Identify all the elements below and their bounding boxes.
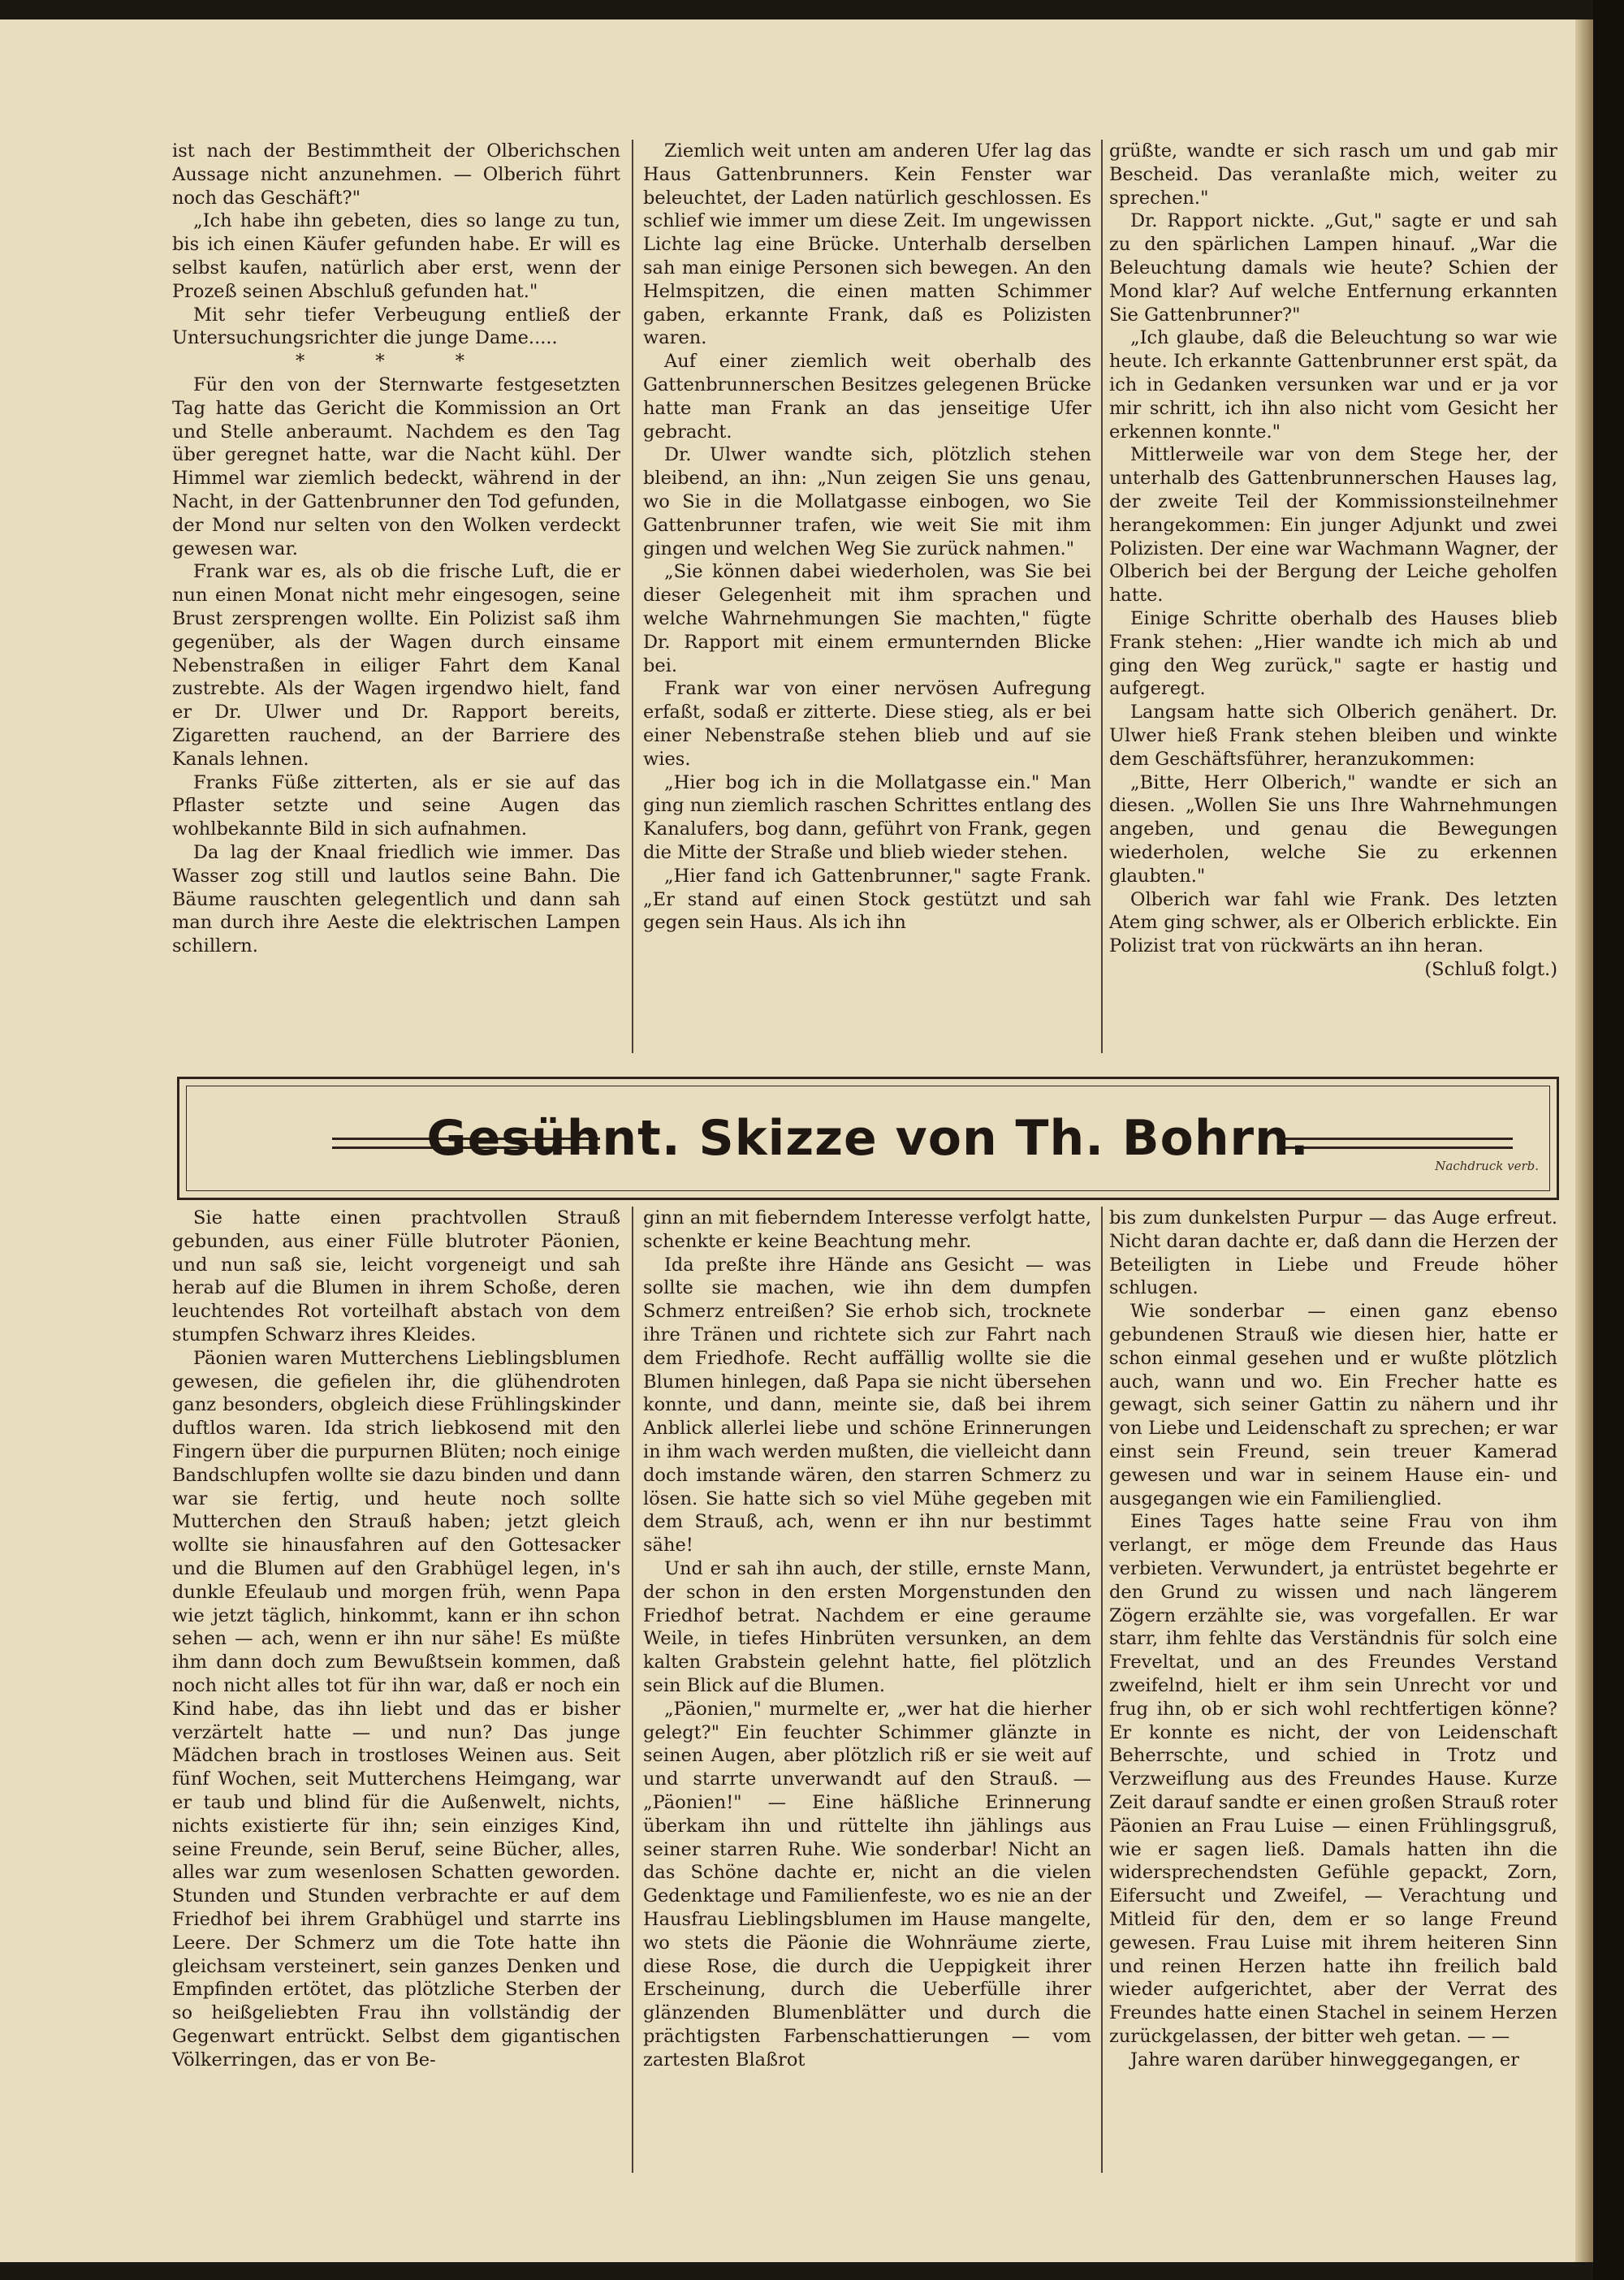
- section-separator: * * *: [295, 351, 498, 373]
- top-column-3: [1109, 140, 1557, 982]
- to-be-continued: (Schluß folgt.): [1424, 958, 1557, 980]
- paragraph: Und er sah ihn auch, der stille, ernste Mann, der schon in den ersten Morgenstunden den Friedhof betrat. Nachdem er eine geraume Weile, in tiefes Hinbrüten versunken, an dem kalten Grabstein gelehnt hatte, fiel plötzlich sein Blick auf die Blumen.: [643, 1557, 1091, 1696]
- paragraph: Olberich war fahl wie Frank. Des letzten Atem ging schwer, als er Olberich erblickte. Ein Polizist trat von rückwärts an ihn heran.: [1109, 888, 1557, 957]
- paragraph: Franks Füße zitterten, als er sie auf das Pflaster setzte und seine Augen das wohlbekannte Bild in sich aufnahmen.: [172, 771, 620, 840]
- paragraph: Ziemlich weit unten am anderen Ufer lag das Haus Gattenbrunners. Kein Fenster war beleuchtet, der Laden natürlich geschlossen. Es schlief wie immer um diese Zeit. Im ungewissen Lichte lag eine Brücke. Unterhalb derselben sah man einige Personen sich bewegen. An den Helmspitzen, die einen matten Schimmer gaben, erkannte Frank, daß es Polizisten waren.: [643, 140, 1091, 349]
- paragraph: Dr. Ulwer wandte sich, plötzlich stehen bleibend, an ihn: „Nun zeigen Sie uns genau, wo Sie in die Mollatgasse einbogen, wo Sie Gattenbrunner trafen, wie weit Sie mit ihm gingen und welchen Weg Sie zurück nahmen.": [643, 444, 1091, 559]
- column-rule: [1101, 1207, 1103, 2173]
- story-title: Gesühnt. Skizze von Th. Bohrn.: [426, 1110, 1310, 1167]
- paragraph: Da lag der Knaal friedlich wie immer. Das Wasser zog still und lautlos seine Bahn. Die Bäume rauschten gelegentlich und dann sah man durch ihre Aeste die elektrischen Lampen schillern.: [172, 841, 620, 957]
- column-rule: [632, 140, 633, 1053]
- paragraph: Päonien waren Mutterchens Lieblingsblumen gewesen, die gefielen ihr, die glühendroten ganz besonders, obgleich diese Frühlingskinder duftlos waren. Ida strich liebkosend mit den Fingern über die purpurnen Blüten; noch einige Bandschlupfen wollte sie dazu binden und dann war sie fertig, und heute noch sollte Mutterchen den Strauß haben; jetzt gleich wollte sie hinausfahren auf den Gottesacker und die Blumen auf den Grabhügel legen, in's dunkle Efeulaub und morgen früh, wenn Papa wie jetzt täglich, hinkommt, kann er ihn schon sehen — ach, wenn er ihn nur sähe! Es müßte ihm dann doch zum Bewußtsein kommen, daß noch nicht alles tot für ihn war, daß er noch ein Kind habe, das ihn liebt und das er bisher verzärtelt hatte — und nun? Das junge Mädchen brach in trostloses Weinen aus. Seit fünf Wochen, seit Mutterchens Heimgang, war er taub und blind für die Außenwelt, nichts, nichts existierte für ihn; sein einziges Kind, seine Freunde, sein Beruf, seine Bücher, alles, alles war zum wesenlosen Schatten geworden. Stunden und Stunden verbrachte er auf dem Friedhof bei ihrem Grabhügel und starrte ins Leere. Der Schmerz um die Tote hatte ihn gleichsam versteinert, sein ganzes Denken und Empfinden ertötet, das plötzliche Sterben der so heißgeliebten Frau ihn vollständig der Gegenwart entrückt. Selbst dem gigantischen Völkerringen, das er von Be-: [172, 1347, 620, 2071]
- bottom-column-1: [172, 1207, 620, 2071]
- paragraph: Auf einer ziemlich weit oberhalb des Gattenbrunnerschen Besitzes gelegenen Brücke hatte man Frank an das jenseitige Ufer gebracht.: [643, 351, 1091, 443]
- paragraph: „Ich glaube, daß die Beleuchtung so war wie heute. Ich erkannte Gattenbrunner erst spät, da ich in Gedanken versunken war und er ja vor mir schritt, ich ihn also nicht vom Gesicht her erkennen konnte.": [1109, 327, 1557, 443]
- column-rule: [632, 1207, 633, 2173]
- paragraph: Jahre waren darüber hinweggegangen, er: [1130, 2049, 1519, 2071]
- paragraph: Frank war von einer nervösen Aufregung erfaßt, sodaß er zitterte. Diese stieg, als er bei einer Nebenstraße stehen blieb und auf sie wies.: [643, 678, 1091, 770]
- paragraph: Frank war es, als ob die frische Luft, die er nun einen Monat nicht mehr eingesogen, seine Brust zersprengen wollte. Ein Polizist saß ihm gegenüber, als der Wagen durch einsame Nebenstraßen in eiliger Fahrt dem Kanal zustrebte. Als der Wagen irgendwo hielt, fand er Dr. Ulwer und Dr. Rapport bereits, Zigaretten rauchend, an der Barriere des Kanals lehnen.: [172, 561, 620, 770]
- top-column-1: [172, 140, 620, 958]
- paragraph: Für den von der Sternwarte festgesetzten Tag hatte das Gericht die Kommission an Ort und Stelle anberaumt. Nachdem es den Tag über geregnet hatte, war die Nacht kühl. Der Himmel war ziemlich bedeckt, während in der Nacht, in der Gattenbrunner den Tod gefunden, der Mond nur selten von den Wolken verdeckt gewesen war.: [172, 374, 620, 559]
- paragraph: Langsam hatte sich Olberich genähert. Dr. Ulwer hieß Frank stehen bleiben und winkte dem Geschäftsführer, heranzukommen:: [1109, 702, 1557, 770]
- paragraph: „Hier bog ich in die Mollatgasse ein." Man ging nun ziemlich raschen Schrittes entlang des Kanalufers, bog dann, geführt von Frank, gegen die Mitte der Straße und blieb wieder stehen.: [643, 771, 1091, 863]
- top-column-2: [643, 140, 1091, 935]
- paragraph: Mit sehr tiefer Verbeugung entließ der Untersuchungsrichter die junge Dame.....: [172, 304, 620, 349]
- paragraph: bis zum dunkelsten Purpur — das Auge erfreut. Nicht daran dachte er, daß dann die Herzen der Beteiligten in Liebe und Freude höher schlugen.: [1109, 1207, 1557, 1299]
- paragraph: „Hier fand ich Gattenbrunner," sagte Frank. „Er stand auf einen Stock gestützt und sah gegen sein Haus. Als ich ihn: [643, 865, 1091, 934]
- paragraph: Sie hatte einen prachtvollen Strauß gebunden, aus einer Fülle blutroter Päonien, und nun saß sie, leicht vorgeneigt und sah herab auf die Blumen in ihrem Schoße, deren leuchtendes Rot vorteilhaft abstach von dem stumpfen Schwarz ihres Kleides.: [172, 1207, 620, 1345]
- paragraph: Wie sonderbar — einen ganz ebenso gebundenen Strauß wie diesen hier, hatte er schon einmal gesehen und er wußte plötzlich auch, wann und wo. Ein Frecher hatte es gewagt, sich seiner Gattin zu nähern und ihr von Liebe und Leidenschaft zu sprechen; er war einst sein Freund, sein treuer Kamerad gewesen und war in seinem Hause ein- und ausgegangen wie ein Familienglied.: [1109, 1301, 1557, 1509]
- column-rule: [1101, 140, 1103, 1053]
- paragraph: Dr. Rapport nickte. „Gut," sagte er und sah zu den spärlichen Lampen hinauf. „War die Beleuchtung damals wie heute? Schien der Mond klar? Auf welche Entfernung erkannten Sie Gattenbrunner?": [1109, 210, 1557, 326]
- paragraph: ist nach der Bestimmtheit der Olberichschen Aussage nicht anzunehmen. — Olberich führt noch das Geschäft?": [172, 140, 620, 209]
- paragraph: ginn an mit fieberndem Interesse verfolgt hatte, schenkte er keine Beachtung mehr.: [643, 1207, 1091, 1252]
- page-edge: [1593, 0, 1624, 2280]
- paragraph: „Sie können dabei wiederholen, was Sie bei dieser Gelegenheit mit ihm sprachen und welche Wahrnehmungen Sie machten," fügte Dr. Rapport mit einem ermunternden Blicke bei.: [643, 561, 1091, 676]
- bottom-column-2: [643, 1207, 1091, 2071]
- paragraph: „Ich habe ihn gebeten, dies so lange zu tun, bis ich einen Käufer gefunden habe. Er will es selbst kaufen, natürlich aber erst, wenn der Prozeß seinen Abschluß gefunden hat.": [172, 210, 620, 302]
- page-binding-shadow: [1575, 19, 1593, 2262]
- story-title-banner: [177, 1077, 1559, 1200]
- paragraph: Ida preßte ihre Hände ans Gesicht — was sollte sie machen, wie ihn dem dumpfen Schmerz entreißen? Sie erhob sich, trocknete ihre Tränen und richtete sich zur Fahrt nach dem Friedhofe. Recht auffällig wollte sie die Blumen hinlegen, daß Papa sie nicht übersehen konnte, und dann, meinte sie, daß bei ihrem Anblick allerlei liebe und schöne Erinnerungen in ihm wach werden mußten, die vielleicht dann doch imstande wären, den starren Schmerz zu lösen. Sie hatte sich so viel Mühe gegeben mit dem Strauß, ach, wenn er ihn nur bestimmt sähe!: [643, 1254, 1091, 1557]
- paragraph: Mittlerweile war von dem Stege her, der unterhalb des Gattenbrunnerschen Hauses lag, der zweite Teil der Kommissionsteilnehmer herangekommen: Ein junger Adjunkt und zwei Polizisten. Der eine war Wachmann Wagner, der Olberich bei der Bergung der Leiche geholfen hatte.: [1109, 444, 1557, 607]
- newspaper-page: [0, 19, 1593, 2262]
- reprint-notice: Nachdruck verb.: [1435, 1159, 1539, 1173]
- paragraph: „Päonien," murmelte er, „wer hat die hierher gelegt?" Ein feuchter Schimmer glänzte in seinen Augen, aber plötzlich riß er sie weit auf und starrte unverwandt auf den Strauß. — „Päonien!" — Eine häßliche Erinnerung überkam ihn und rüttelte ihn jählings aus seiner starren Ruhe. Wie sonderbar! Nicht an das Schöne dachte er, nicht an die vielen Gedenktage und Familienfeste, wo es nie an der Hausfrau Lieblingsblumen im Hause mangelte, wo stets die Päonie die Wohnräume zierte, diese Rose, die durch die Ueppigkeit ihrer Erscheinung, durch die Ueberfülle ihrer glänzenden Blumenblätter und durch die prächtigsten Farbenschattierungen — vom zartesten Blaßrot: [643, 1698, 1091, 2071]
- paragraph: Einige Schritte oberhalb des Hauses blieb Frank stehen: „Hier wandte ich mich ab und ging den Weg zurück," sagte er hastig und aufgeregt.: [1109, 607, 1557, 700]
- paragraph: grüßte, wandte er sich rasch um und gab mir Bescheid. Das veranlaßte mich, weiter zu sprechen.": [1109, 140, 1557, 209]
- paragraph: „Bitte, Herr Olberich," wandte er sich an diesen. „Wollen Sie uns Ihre Wahrnehmungen angeben, und genau die Bewegungen wiederholen, welche Sie zu erkennen glaubten.": [1109, 771, 1557, 887]
- paragraph: Eines Tages hatte seine Frau von ihm verlangt, er möge dem Freunde das Haus verbieten. Verwundert, ja entrüstet begehrte er den Grund zu wissen und nach längerem Zögern erzählte sie, was vorgefallen. Er war starr, ihm fehlte das Verständnis für solch eine Freveltat, und an des Freundes Verstand zweifelnd, hielt er ihm sein Unrecht vor und frug ihn, ob er sich wohl rechtfertigen könne? Er konnte es nicht, der von Leidenschaft Beherrschte, und schied in Trotz und Verzweiflung aus des Freundes Hause. Kurze Zeit darauf sandte er einen großen Strauß roter Päonien an Frau Luise — einen Frühlingsgruß, wie er sagen ließ. Damals hatten ihn die widersprechendsten Gefühle gepackt, Zorn, Eifersucht und Zweifel, — Verachtung und Mitleid für den, dem er so lange Freund gewesen. Frau Luise mit ihrem heiteren Sinn und reinen Herzen hatte ihn freilich bald wieder aufgerichtet, aber der Verrat des Freundes hatte einen Stachel in seinem Herzen zurückgelassen, der bitter weh getan. — —: [1109, 1511, 1557, 2047]
- bottom-column-3: [1109, 1207, 1557, 2071]
